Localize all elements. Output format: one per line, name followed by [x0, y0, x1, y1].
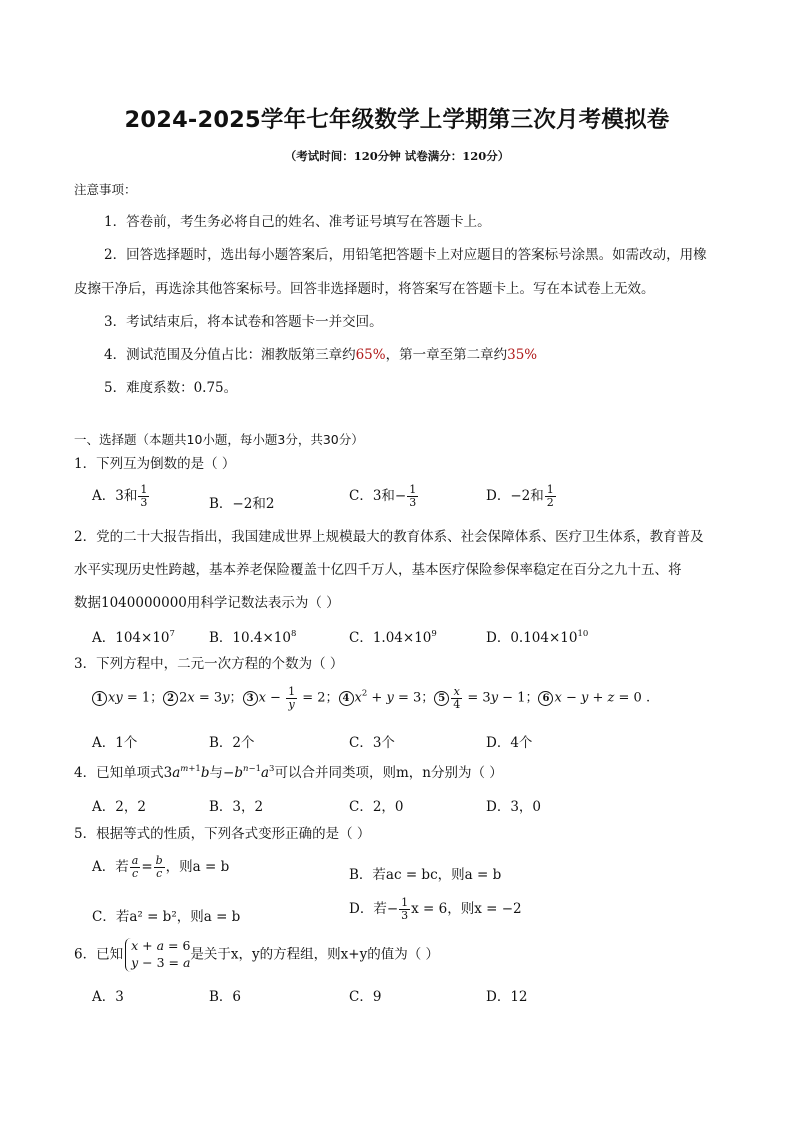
question-5-option-a: A．若 $\frac{a}{c}$ = $\frac{b}{c}$ ，则a = b	[92, 854, 230, 880]
option-a-text: A．104×10	[92, 630, 170, 646]
question-3-option-a: A．1个	[92, 735, 138, 751]
q5-a-suffix: ，则a = b	[165, 859, 230, 875]
equation-system: x + a = 6 y − 3 = a	[125, 938, 190, 972]
notice-heading: 注意事项：	[74, 182, 137, 197]
notice-item-3: 3．考试结束后，将本试卷和答题卡一并交回。	[104, 314, 383, 330]
page-title: 2024-2025学年七年级数学上学期第三次月考模拟卷	[124, 107, 670, 133]
option-a-exponent: 7	[169, 629, 175, 639]
question-3-option-c: C．3个	[349, 735, 395, 751]
q4-prefix: 4．已知单项式	[74, 765, 164, 781]
question-2-option-b	[209, 626, 296, 646]
q4-mid: 与	[209, 765, 223, 781]
question-4-option-a: A．2，2	[92, 799, 146, 815]
question-2-option-d	[486, 626, 588, 646]
question-5-stem: 5．根据等式的性质，下列各式变形正确的是（ ）	[74, 826, 371, 842]
q6-suffix: 是关于x，y的方程组，则x+y的值为（ ）	[190, 946, 439, 963]
fraction-one-half: $\frac{1}{2}$	[546, 483, 554, 509]
fraction-one-third: $\frac{1}{3}$	[409, 483, 417, 509]
question-6-option-b: B．6	[209, 989, 242, 1005]
section-heading: 一、选择题（本题共10小题，每小题3分，共30分）	[74, 432, 364, 447]
question-1-option-b: B．−2和2	[209, 496, 275, 512]
option-d-exponent: 10	[577, 629, 589, 639]
notice-item-4-mid: ，第一章至第二章约	[385, 347, 508, 363]
question-1-stem: 1．下列互为倒数的是（ ）	[74, 456, 236, 472]
question-4-stem: 4．已知单项式$3a^{m+1}b$与$-b^{n-1}a^3$可以合并同类项，则m，n分别为（ ）	[74, 764, 503, 781]
notice-percent-chapter1-2: 35%	[507, 347, 538, 363]
question-5-option-d: D．若− $\frac{1}{3}$ x = 6，则x = −2	[349, 896, 522, 922]
question-1-option-d	[486, 484, 557, 509]
q6-prefix: 6．已知	[74, 946, 124, 963]
question-2-line-3: 数据1040000000用科学记数法表示为（ ）	[74, 595, 340, 611]
option-c-text: C．1.04×10	[349, 630, 432, 646]
notice-item-2-line-1: 2．回答选择题时，选出每小题答案后，用铅笔把答题卡上对应题目的答案标号涂黑。如需改动，用橡	[104, 247, 707, 263]
notice-item-5: 5．难度系数：0.75。	[104, 380, 238, 396]
question-3-option-b: B．2个	[209, 735, 255, 751]
question-3-equations: 1 xy = 1； 2 2x = 3y； 3 x − $\frac{1}{y}$ = 2； 4 $x^2 + y = 3$； 5 $\frac{x}{4}$ = 3y − 1； 6 x − y + z = 0 .	[92, 686, 650, 710]
option-c-exponent: 9	[431, 629, 437, 639]
notice-item-4	[104, 347, 537, 363]
notice-item-1: 1．答卷前，考生务必将自己的姓名、准考证号填写在答题卡上。	[104, 214, 491, 230]
option-b-text: B．10.4×10	[209, 630, 291, 646]
option-d-label: D．−2和	[486, 488, 544, 504]
question-3-option-d: D．4个	[486, 735, 533, 751]
question-6-stem	[74, 938, 439, 972]
question-4-option-b: B．3，2	[209, 799, 264, 815]
fraction-one-third: $\frac{1}{3}$	[140, 483, 148, 509]
q4-suffix: 可以合并同类项，则m，n分别为（ ）	[274, 765, 503, 781]
question-6-option-c: C．9	[349, 989, 382, 1005]
question-2-option-a	[92, 626, 175, 646]
question-5-option-c: C．若a² = b²，则a = b	[92, 909, 241, 925]
option-d-text: D．0.104×10	[486, 630, 578, 646]
q5-a-prefix: A．若	[92, 859, 129, 875]
question-4-option-d: D．3，0	[486, 799, 542, 815]
question-2-line-2: 水平实现历史性跨越，基本养老保险覆盖十亿四千万人，基本医疗保险参保率稳定在百分之九十五、将	[74, 562, 682, 578]
option-b-exponent: 8	[290, 629, 297, 639]
q5-d-prefix: D．若−	[349, 901, 399, 917]
question-6-option-a: A．3	[92, 989, 124, 1005]
notice-item-2-line-2: 皮擦干净后，再选涂其他答案标号。回答非选择题时，将答案写在答题卡上。写在本试卷上无效。	[74, 281, 655, 297]
question-1-option-a	[92, 484, 150, 509]
notice-item-4-prefix: 4．测试范围及分值占比：湘教版第三章约	[104, 347, 356, 363]
question-6-option-d: D．12	[486, 989, 528, 1005]
notice-percent-chapter3: 65%	[355, 347, 386, 363]
exam-info: （考试时间：120分钟 试卷满分：120分）	[284, 149, 510, 163]
question-4-option-c: C．2，0	[349, 799, 404, 815]
q5-d-suffix: x = 6，则x = −2	[411, 901, 522, 917]
option-c-label: C．3和−	[349, 488, 407, 504]
option-a-label: A．3和	[92, 488, 138, 504]
question-2-line-1: 2．党的二十大报告指出，我国建成世界上规模最大的教育体系、社会保障体系、医疗卫生体系，教育普及	[74, 529, 704, 545]
question-2-option-c	[349, 626, 437, 646]
question-5-option-b: B．若ac = bc，则a = b	[349, 867, 502, 883]
question-1-option-c	[349, 484, 419, 509]
question-3-stem: 3．下列方程中，二元一次方程的个数为（ ）	[74, 656, 344, 672]
